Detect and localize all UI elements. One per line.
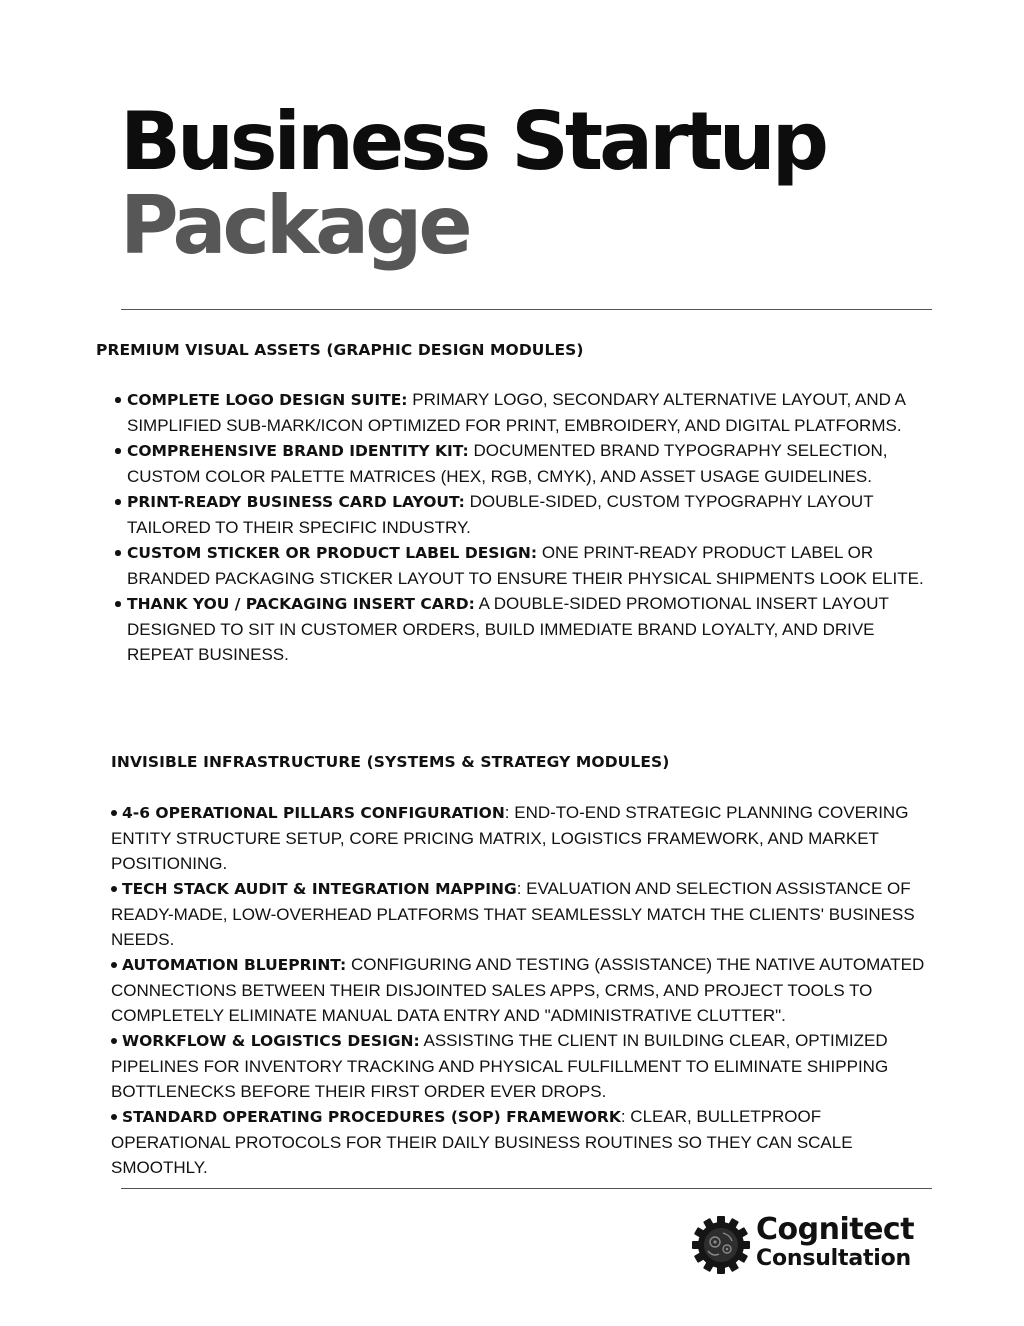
brand-name-line-1: Cognitect: [756, 1212, 915, 1247]
page-title: [120, 95, 826, 272]
list-item: [127, 591, 935, 667]
bullet-icon: [111, 962, 117, 968]
item-text: DOCUMENTED BRAND TYPOGRAPHY SELECTION, CUSTOM COLOR PALETTE MATRICES (HEX, RGB, CMYK), AND ASSET USAGE GUIDELINES.: [127, 441, 888, 486]
list-item: [127, 540, 935, 591]
item-label: CUSTOM STICKER OR PRODUCT LABEL DESIGN:: [127, 544, 538, 562]
item-text: CONFIGURING AND TESTING (ASSISTANCE) THE NATIVE AUTOMATED CONNECTIONS BETWEEN THEIR DISJOINTED SALES APPS, CRMS, AND PROJECT TOOLS TO COMPLETELY ELIMINATE MANUAL DATA ENTRY AND "ADMINISTRATIVE CLUTTER".: [111, 955, 925, 1025]
item-label: COMPREHENSIVE BRAND IDENTITY KIT:: [127, 442, 469, 460]
bullet-icon: [111, 886, 117, 892]
item-text: ASSISTING THE CLIENT IN BUILDING CLEAR, OPTIMIZED PIPELINES FOR INVENTORY TRACKING AND PHYSICAL FULFILLMENT TO ELIMINATE SHIPPING BOTTLENECKS BEFORE THEIR FIRST ORDER EVER DROPS.: [111, 1031, 889, 1101]
item-text: : CLEAR, BULLETPROOF OPERATIONAL PROTOCOLS FOR THEIR DAILY BUSINESS ROUTINES SO THEY CAN SCALE SMOOTHLY.: [111, 1107, 853, 1177]
item-text: PRIMARY LOGO, SECONDARY ALTERNATIVE LAYOUT, AND A SIMPLIFIED SUB-MARK/ICON OPTIMIZED FOR PRINT, EMBROIDERY, AND DIGITAL PLATFORMS.: [127, 390, 906, 435]
list-item: [111, 800, 941, 876]
bullet-icon: [111, 810, 117, 816]
gear-brain-icon: [692, 1215, 750, 1275]
visual-assets-list: [127, 387, 935, 667]
item-label: PRINT-READY BUSINESS CARD LAYOUT:: [127, 493, 465, 511]
item-text: : EVALUATION AND SELECTION ASSISTANCE OF READY-MADE, LOW-OVERHEAD PLATFORMS THAT SEAMLESSLY MATCH THE CLIENTS' BUSINESS NEEDS.: [111, 879, 915, 949]
list-item: [111, 952, 941, 1028]
list-item: [127, 489, 935, 540]
item-label: THANK YOU / PACKAGING INSERT CARD:: [127, 595, 475, 613]
bottom-divider: [121, 1188, 932, 1189]
list-item: [111, 876, 941, 952]
bullet-icon: [111, 1114, 117, 1120]
section-heading-infrastructure: INVISIBLE INFRASTRUCTURE (SYSTEMS & STRATEGY MODULES): [111, 753, 670, 771]
item-text: : END-TO-END STRATEGIC PLANNING COVERING ENTITY STRUCTURE SETUP, CORE PRICING MATRIX, LOGISTICS FRAMEWORK, AND MARKET POSITIONING.: [111, 803, 909, 873]
brand-name-line-2: Consultation: [756, 1246, 912, 1271]
list-item: [111, 1104, 941, 1180]
item-label: TECH STACK AUDIT & INTEGRATION MAPPING: [122, 880, 517, 898]
item-label: AUTOMATION BLUEPRINT:: [122, 956, 347, 974]
bullet-icon: [111, 1038, 117, 1044]
item-label: COMPLETE LOGO DESIGN SUITE:: [127, 391, 408, 409]
title-line-2: Package: [120, 179, 469, 272]
list-item: [111, 1028, 941, 1104]
title-line-1: Business Startup: [120, 95, 826, 188]
brand-logo: [692, 1214, 922, 1276]
list-item: [127, 387, 935, 438]
item-text: ONE PRINT-READY PRODUCT LABEL OR BRANDED PACKAGING STICKER LAYOUT TO ENSURE THEIR PHYSICAL SHIPMENTS LOOK ELITE.: [127, 543, 924, 588]
section-heading-visual-assets: PREMIUM VISUAL ASSETS (GRAPHIC DESIGN MODULES): [96, 341, 584, 359]
list-item: [127, 438, 935, 489]
item-label: STANDARD OPERATING PROCEDURES (SOP) FRAMEWORK: [122, 1108, 621, 1126]
item-text: A DOUBLE-SIDED PROMOTIONAL INSERT LAYOUT DESIGNED TO SIT IN CUSTOMER ORDERS, BUILD IMMEDIATE BRAND LOYALTY, AND DRIVE REPEAT BUSINESS.: [127, 594, 889, 664]
item-label: WORKFLOW & LOGISTICS DESIGN:: [122, 1032, 420, 1050]
item-text: DOUBLE-SIDED, CUSTOM TYPOGRAPHY LAYOUT TAILORED TO THEIR SPECIFIC INDUSTRY.: [127, 492, 874, 537]
top-divider: [121, 309, 932, 310]
brand-name: [756, 1214, 914, 1272]
infrastructure-list: [111, 800, 941, 1180]
item-label: 4-6 OPERATIONAL PILLARS CONFIGURATION: [122, 804, 505, 822]
